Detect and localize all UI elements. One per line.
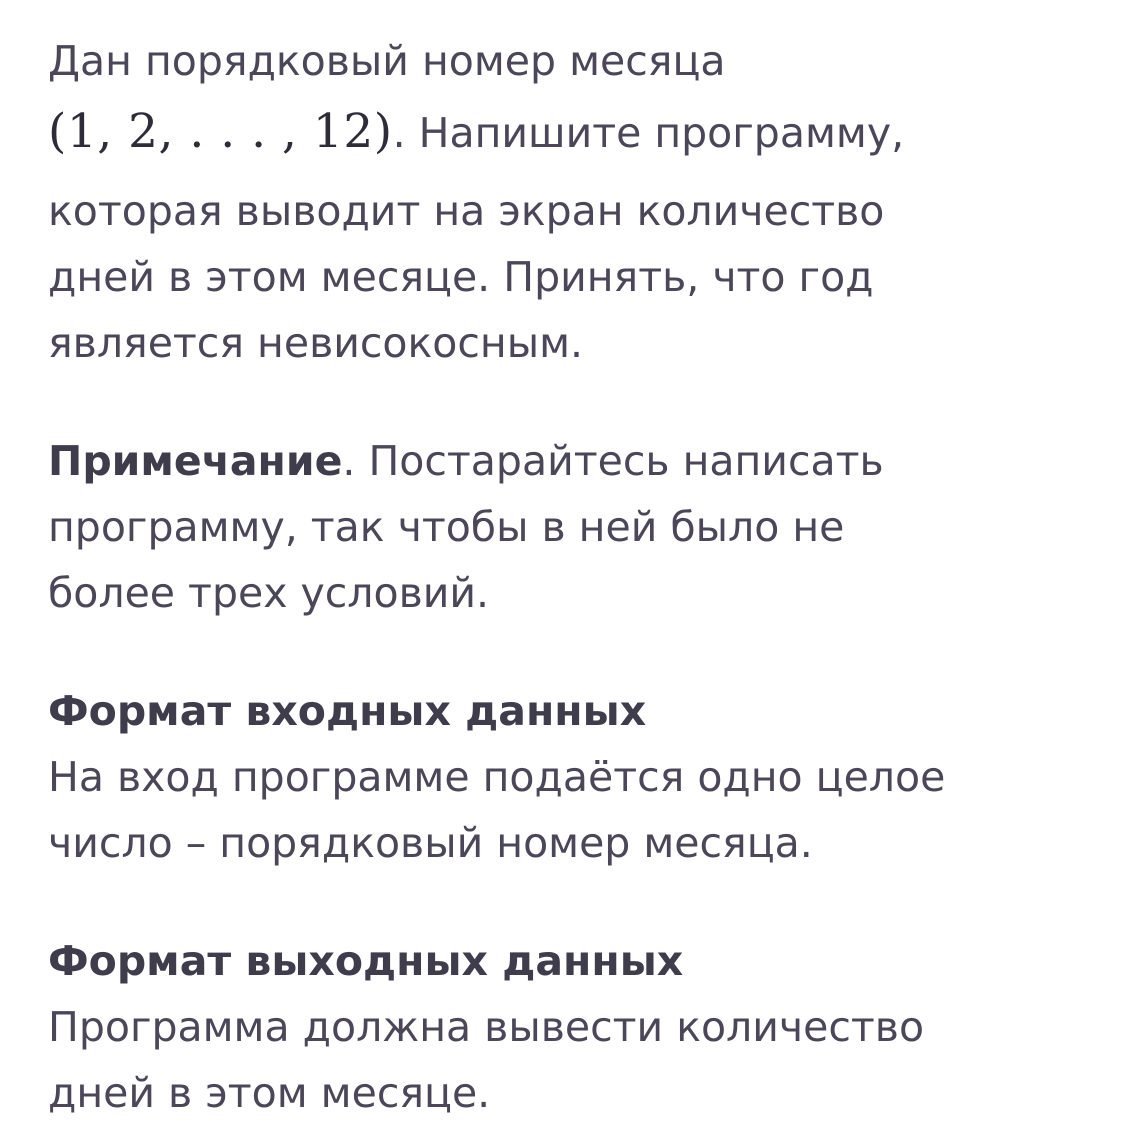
month-range-formula: (1, 2, . . . , 12) (48, 104, 393, 159)
problem-statement-page (48, 28, 1108, 1126)
output-format-line-2: дней в этом месяце. (48, 1069, 491, 1117)
statement-line-3: которая выводит на экран количество (48, 187, 885, 235)
note-line-1 (48, 428, 1108, 494)
statement-line-4: дней в этом месяце. Принять, что год (48, 253, 874, 301)
output-format-heading: Формат выходных данных (48, 937, 684, 985)
input-format-section (48, 678, 1108, 876)
note-section (48, 428, 1108, 626)
note-label: Примечание (48, 437, 343, 485)
input-format-heading: Формат входных данных (48, 687, 647, 735)
note-line-3: более трех условий. (48, 569, 490, 617)
statement-line-5: является невисокосным. (48, 319, 584, 367)
statement-line-2-text: . Напишите программу, (392, 109, 905, 157)
input-format-line-1: На вход программе подаётся одно целое (48, 753, 946, 801)
output-format-section (48, 928, 1108, 1126)
statement-line-2 (48, 94, 1108, 170)
output-format-line-1: Программа должна вывести количество (48, 1003, 925, 1051)
note-line-1-text: . Постарайтесь написать (342, 437, 884, 485)
statement-section (48, 28, 1108, 376)
input-format-line-2: число – порядковый номер месяца. (48, 819, 813, 867)
statement-line-1: Дан порядковый номер месяца (48, 37, 726, 85)
note-line-2: программу, так чтобы в ней было не (48, 503, 845, 551)
